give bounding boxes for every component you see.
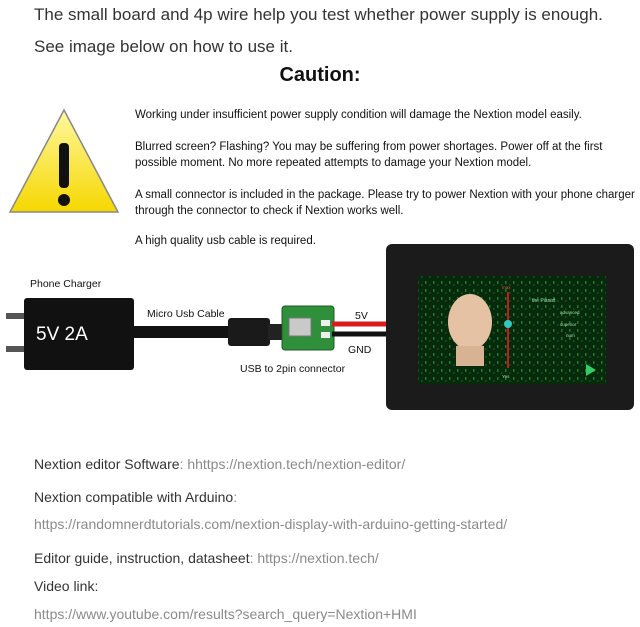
usb-to-2pin-board bbox=[282, 306, 334, 350]
caution-paragraph-2: Blurred screen? Flashing? You may be suffering from power shortages. Power off at the first possible moment. No more repeated attempts to damage your Nextion model. bbox=[135, 141, 603, 169]
arduino-link[interactable]: https://randomnerdtutorials.com/nextion-display-with-arduino-getting-started/ bbox=[34, 516, 508, 532]
screen-text-1: the Pianist bbox=[532, 298, 556, 304]
caution-paragraph-4: A high quality usb cable is required. bbox=[135, 235, 316, 247]
usb-cable-icon bbox=[134, 318, 284, 346]
caution-paragraph-3: A small connector is included in the package. Please try to power Nextion with your phone charger through the connector to check if Nextion works well. bbox=[135, 189, 635, 217]
editor-guide-label: Editor guide, instruction, datasheet bbox=[34, 550, 250, 566]
editor-software-label: Nextion editor Software bbox=[34, 456, 180, 472]
arduino-line: Nextion compatible with Arduino: bbox=[34, 489, 238, 505]
cable-label: Micro Usb Cable bbox=[147, 308, 225, 320]
wire-gnd-label: GND bbox=[348, 344, 372, 356]
nextion-display bbox=[386, 244, 634, 410]
video-label: Video link: bbox=[34, 578, 99, 594]
caution-title: Caution: bbox=[279, 64, 361, 86]
wire-5v-label: 5V bbox=[355, 310, 368, 322]
connector-label: USB to 2pin connector bbox=[240, 363, 346, 375]
screen-text-3: superior bbox=[560, 322, 577, 327]
face-image bbox=[448, 294, 492, 350]
warning-icon bbox=[10, 110, 118, 212]
intro-line-2: See image below on how to use it. bbox=[34, 37, 293, 56]
editor-software-link[interactable]: hhttps://nextion.tech/nextion-editor/ bbox=[187, 456, 406, 472]
arduino-label: Nextion compatible with Arduino bbox=[34, 489, 234, 505]
video-link[interactable]: https://www.youtube.com/results?search_query=Nextion+HMI bbox=[34, 606, 417, 622]
editor-software-line: Nextion editor Software: hhttps://nextion.tech/nextion-editor/ bbox=[34, 456, 406, 472]
screen-text-5: max bbox=[502, 285, 511, 290]
phone-charger-label: Phone Charger bbox=[30, 278, 102, 290]
screen-text-2: advanced bbox=[560, 310, 580, 315]
screen-text-6: Yes bbox=[502, 374, 510, 379]
editor-guide-line: Editor guide, instruction, datasheet: https://nextion.tech/ bbox=[34, 550, 379, 566]
screen-text-4: num bbox=[566, 333, 575, 338]
charger-rating: 5V 2A bbox=[36, 324, 88, 345]
editor-guide-link[interactable]: https://nextion.tech/ bbox=[257, 550, 379, 566]
caution-paragraph-1: Working under insufficient power supply condition will damage the Nextion model easily. bbox=[135, 109, 582, 121]
intro-line-1: The small board and 4p wire help you test whether power supply is enough. bbox=[34, 5, 603, 24]
